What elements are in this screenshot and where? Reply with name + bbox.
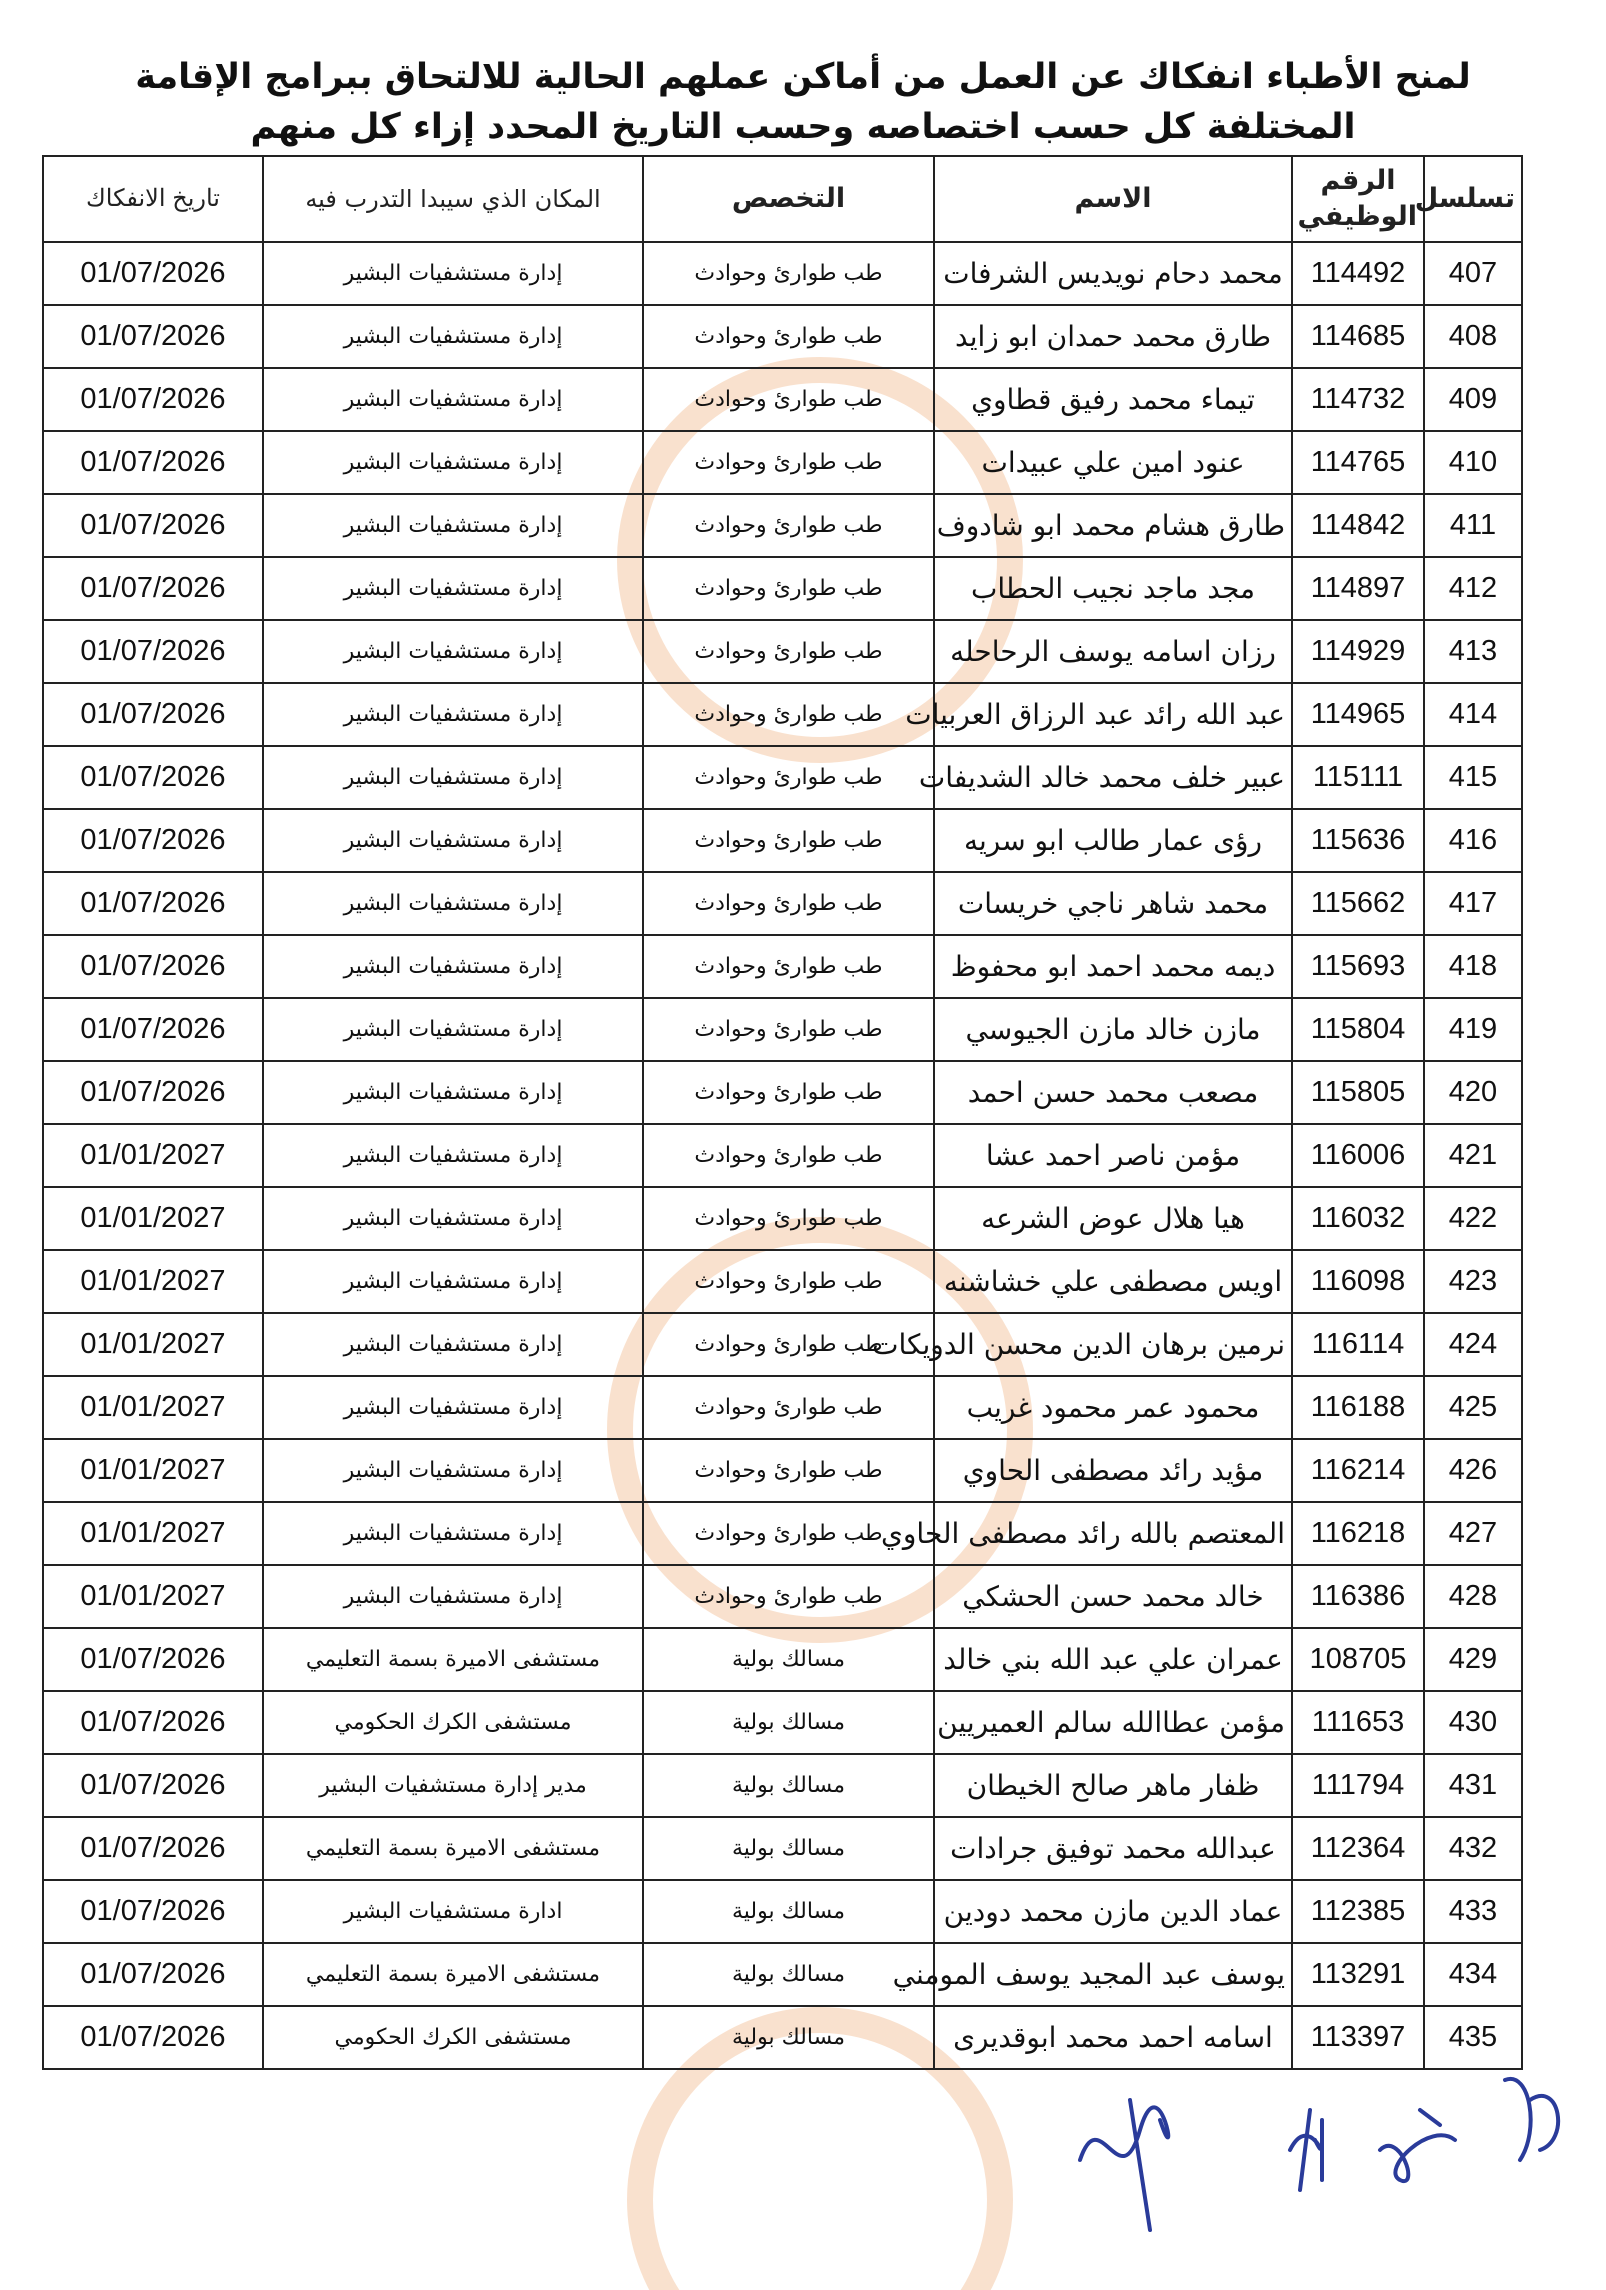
cell-employee-no: 115805 — [1292, 1061, 1424, 1124]
cell-name: اويس مصطفى علي خشاشنه — [934, 1250, 1292, 1313]
cell-employee-no: 114842 — [1292, 494, 1424, 557]
cell-specialty: طب طوارئ وحوادث — [643, 1565, 934, 1628]
cell-specialty: مسالك بولية — [643, 1880, 934, 1943]
header-specialty: التخصص — [643, 156, 934, 242]
table-row — [43, 1691, 1522, 1754]
cell-name: عمران علي عبد الله بني خالد — [934, 1628, 1292, 1691]
cell-seq: 414 — [1424, 683, 1522, 746]
table-row — [43, 1061, 1522, 1124]
cell-specialty: طب طوارئ وحوادث — [643, 1502, 934, 1565]
cell-specialty: طب طوارئ وحوادث — [643, 746, 934, 809]
table-row — [43, 1439, 1522, 1502]
cell-name: مازن خالد مازن الجيوسي — [934, 998, 1292, 1061]
cell-seq: 433 — [1424, 1880, 1522, 1943]
cell-name: خالد محمد حسن الحشكي — [934, 1565, 1292, 1628]
cell-training-place: إدارة مستشفيات البشير — [263, 935, 643, 998]
cell-training-place: إدارة مستشفيات البشير — [263, 1502, 643, 1565]
cell-release-date: 01/07/2026 — [43, 1691, 263, 1754]
cell-specialty: طب طوارئ وحوادث — [643, 494, 934, 557]
cell-name: تيماء محمد رفيق قطاوي — [934, 368, 1292, 431]
cell-employee-no: 114685 — [1292, 305, 1424, 368]
table-row — [43, 1628, 1522, 1691]
cell-specialty: طب طوارئ وحوادث — [643, 1250, 934, 1313]
cell-employee-no: 116218 — [1292, 1502, 1424, 1565]
cell-specialty: طب طوارئ وحوادث — [643, 620, 934, 683]
cell-specialty: مسالك بولية — [643, 1628, 934, 1691]
cell-release-date: 01/07/2026 — [43, 431, 263, 494]
cell-employee-no: 115804 — [1292, 998, 1424, 1061]
cell-name: مؤمن ناصر احمد عشا — [934, 1124, 1292, 1187]
table-row — [43, 494, 1522, 557]
cell-release-date: 01/07/2026 — [43, 1754, 263, 1817]
cell-seq: 434 — [1424, 1943, 1522, 2006]
cell-employee-no: 116386 — [1292, 1565, 1424, 1628]
cell-specialty: طب طوارئ وحوادث — [643, 872, 934, 935]
cell-training-place: إدارة مستشفيات البشير — [263, 431, 643, 494]
cell-training-place: مستشفى الكرك الحكومي — [263, 1691, 643, 1754]
cell-training-place: إدارة مستشفيات البشير — [263, 1250, 643, 1313]
cell-release-date: 01/07/2026 — [43, 557, 263, 620]
cell-employee-no: 111653 — [1292, 1691, 1424, 1754]
cell-employee-no: 114929 — [1292, 620, 1424, 683]
cell-release-date: 01/01/2027 — [43, 1502, 263, 1565]
cell-employee-no: 113397 — [1292, 2006, 1424, 2069]
cell-seq: 411 — [1424, 494, 1522, 557]
table-row — [43, 1754, 1522, 1817]
cell-training-place: إدارة مستشفيات البشير — [263, 305, 643, 368]
cell-seq: 423 — [1424, 1250, 1522, 1313]
table-row — [43, 872, 1522, 935]
cell-name: عماد الدين مازن محمد دودين — [934, 1880, 1292, 1943]
cell-employee-no: 114897 — [1292, 557, 1424, 620]
cell-seq: 417 — [1424, 872, 1522, 935]
cell-training-place: إدارة مستشفيات البشير — [263, 1124, 643, 1187]
cell-training-place: مستشفى الاميرة بسمة التعليمي — [263, 1817, 643, 1880]
table-header-row — [43, 156, 1522, 242]
cell-training-place: ادارة مستشفيات البشير — [263, 1880, 643, 1943]
cell-training-place: مستشفى الاميرة بسمة التعليمي — [263, 1628, 643, 1691]
cell-name: اسامه احمد محمد ابوقديرى — [934, 2006, 1292, 2069]
cell-seq: 413 — [1424, 620, 1522, 683]
cell-employee-no: 116214 — [1292, 1439, 1424, 1502]
table-row — [43, 683, 1522, 746]
cell-release-date: 01/07/2026 — [43, 1061, 263, 1124]
cell-training-place: إدارة مستشفيات البشير — [263, 683, 643, 746]
cell-specialty: طب طوارئ وحوادث — [643, 935, 934, 998]
cell-training-place: إدارة مستشفيات البشير — [263, 620, 643, 683]
cell-employee-no: 116188 — [1292, 1376, 1424, 1439]
header-name: الاسم — [934, 156, 1292, 242]
cell-training-place: إدارة مستشفيات البشير — [263, 1565, 643, 1628]
cell-release-date: 01/07/2026 — [43, 368, 263, 431]
cell-specialty: مسالك بولية — [643, 1943, 934, 2006]
cell-seq: 412 — [1424, 557, 1522, 620]
cell-seq: 430 — [1424, 1691, 1522, 1754]
cell-employee-no: 111794 — [1292, 1754, 1424, 1817]
cell-employee-no: 114732 — [1292, 368, 1424, 431]
cell-employee-no: 115662 — [1292, 872, 1424, 935]
cell-employee-no: 108705 — [1292, 1628, 1424, 1691]
cell-specialty: طب طوارئ وحوادث — [643, 1124, 934, 1187]
cell-release-date: 01/07/2026 — [43, 2006, 263, 2069]
cell-specialty: طب طوارئ وحوادث — [643, 683, 934, 746]
cell-specialty: طب طوارئ وحوادث — [643, 305, 934, 368]
cell-specialty: طب طوارئ وحوادث — [643, 557, 934, 620]
cell-specialty: مسالك بولية — [643, 1691, 934, 1754]
table-body — [43, 242, 1522, 2069]
cell-release-date: 01/01/2027 — [43, 1124, 263, 1187]
cell-name: محمد شاهر ناجي خريسات — [934, 872, 1292, 935]
cell-seq: 425 — [1424, 1376, 1522, 1439]
cell-specialty: طب طوارئ وحوادث — [643, 368, 934, 431]
cell-release-date: 01/07/2026 — [43, 872, 263, 935]
cell-seq: 407 — [1424, 242, 1522, 305]
table-row — [43, 1817, 1522, 1880]
cell-seq: 432 — [1424, 1817, 1522, 1880]
signatures-area — [1060, 2040, 1580, 2240]
cell-specialty: طب طوارئ وحوادث — [643, 1376, 934, 1439]
cell-release-date: 01/07/2026 — [43, 683, 263, 746]
cell-name: مؤمن عطاالله سالم العميريين — [934, 1691, 1292, 1754]
cell-training-place: إدارة مستشفيات البشير — [263, 242, 643, 305]
cell-seq: 415 — [1424, 746, 1522, 809]
cell-name: رؤى عمار طالب ابو سريه — [934, 809, 1292, 872]
cell-name: عنود امين علي عبيدات — [934, 431, 1292, 494]
cell-specialty: مسالك بولية — [643, 2006, 934, 2069]
signature-4 — [1505, 2079, 1558, 2160]
cell-release-date: 01/07/2026 — [43, 620, 263, 683]
signature-1 — [1080, 2100, 1168, 2230]
table-row — [43, 620, 1522, 683]
cell-name: ظفار ماهر صالح الخيطان — [934, 1754, 1292, 1817]
cell-specialty: طب طوارئ وحوادث — [643, 809, 934, 872]
cell-seq: 426 — [1424, 1439, 1522, 1502]
cell-specialty: طب طوارئ وحوادث — [643, 1313, 934, 1376]
table-row — [43, 305, 1522, 368]
cell-training-place: إدارة مستشفيات البشير — [263, 1376, 643, 1439]
header-release-date: تاريخ الانفكاك — [43, 156, 263, 242]
cell-name: طارق هشام محمد ابو شادوف — [934, 494, 1292, 557]
cell-training-place: إدارة مستشفيات البشير — [263, 494, 643, 557]
cell-specialty: طب طوارئ وحوادث — [643, 998, 934, 1061]
residency-release-table — [42, 155, 1523, 2070]
cell-seq: 418 — [1424, 935, 1522, 998]
cell-training-place: إدارة مستشفيات البشير — [263, 1187, 643, 1250]
cell-training-place: إدارة مستشفيات البشير — [263, 998, 643, 1061]
cell-training-place: إدارة مستشفيات البشير — [263, 368, 643, 431]
table-row — [43, 1187, 1522, 1250]
cell-seq: 410 — [1424, 431, 1522, 494]
cell-training-place: مدير إدارة مستشفيات البشير — [263, 1754, 643, 1817]
cell-seq: 408 — [1424, 305, 1522, 368]
cell-training-place: إدارة مستشفيات البشير — [263, 746, 643, 809]
header-seq: تسلسل — [1424, 156, 1522, 242]
cell-release-date: 01/01/2027 — [43, 1313, 263, 1376]
table-row — [43, 1943, 1522, 2006]
cell-release-date: 01/01/2027 — [43, 1439, 263, 1502]
cell-name: محمد دحام نويديس الشرفات — [934, 242, 1292, 305]
table-row — [43, 1880, 1522, 1943]
table-row — [43, 1313, 1522, 1376]
header-training-place: المكان الذي سيبدا التدرب فيه — [263, 156, 643, 242]
table-row — [43, 998, 1522, 1061]
cell-employee-no: 115636 — [1292, 809, 1424, 872]
cell-specialty: طب طوارئ وحوادث — [643, 1061, 934, 1124]
cell-specialty: طب طوارئ وحوادث — [643, 242, 934, 305]
cell-name: نرمين برهان الدين محسن الدويكات — [934, 1313, 1292, 1376]
cell-name: رزان اسامه يوسف الرحاحله — [934, 620, 1292, 683]
cell-specialty: مسالك بولية — [643, 1817, 934, 1880]
table-row — [43, 368, 1522, 431]
cell-seq: 428 — [1424, 1565, 1522, 1628]
cell-name: مصعب محمد حسن احمد — [934, 1061, 1292, 1124]
cell-release-date: 01/01/2027 — [43, 1376, 263, 1439]
cell-name: ديمه محمد احمد ابو محفوظ — [934, 935, 1292, 998]
cell-release-date: 01/07/2026 — [43, 809, 263, 872]
cell-name: طارق محمد حمدان ابو زايد — [934, 305, 1292, 368]
cell-release-date: 01/01/2027 — [43, 1250, 263, 1313]
cell-employee-no: 116006 — [1292, 1124, 1424, 1187]
cell-seq: 420 — [1424, 1061, 1522, 1124]
header-employee-no: الرقم الوظيفي — [1292, 156, 1424, 242]
cell-release-date: 01/07/2026 — [43, 1628, 263, 1691]
cell-training-place: إدارة مستشفيات البشير — [263, 872, 643, 935]
cell-release-date: 01/07/2026 — [43, 305, 263, 368]
cell-release-date: 01/01/2027 — [43, 1565, 263, 1628]
cell-release-date: 01/01/2027 — [43, 1187, 263, 1250]
cell-seq: 419 — [1424, 998, 1522, 1061]
table-row — [43, 431, 1522, 494]
cell-employee-no: 116032 — [1292, 1187, 1424, 1250]
cell-training-place: إدارة مستشفيات البشير — [263, 1313, 643, 1376]
cell-training-place: إدارة مستشفيات البشير — [263, 809, 643, 872]
cell-employee-no: 112385 — [1292, 1880, 1424, 1943]
cell-employee-no: 116114 — [1292, 1313, 1424, 1376]
cell-release-date: 01/07/2026 — [43, 1943, 263, 2006]
cell-seq: 427 — [1424, 1502, 1522, 1565]
cell-release-date: 01/07/2026 — [43, 494, 263, 557]
cell-training-place: مستشفى الاميرة بسمة التعليمي — [263, 1943, 643, 2006]
cell-name: عبير خلف محمد خالد الشديفات — [934, 746, 1292, 809]
table-row — [43, 1124, 1522, 1187]
cell-seq: 416 — [1424, 809, 1522, 872]
table-row — [43, 242, 1522, 305]
cell-release-date: 01/07/2026 — [43, 1880, 263, 1943]
signature-2 — [1290, 2110, 1322, 2190]
cell-specialty: طب طوارئ وحوادث — [643, 1439, 934, 1502]
cell-seq: 431 — [1424, 1754, 1522, 1817]
cell-seq: 429 — [1424, 1628, 1522, 1691]
cell-name: عبدالله محمد توفيق جرادات — [934, 1817, 1292, 1880]
cell-release-date: 01/07/2026 — [43, 1817, 263, 1880]
cell-employee-no: 114492 — [1292, 242, 1424, 305]
cell-seq: 424 — [1424, 1313, 1522, 1376]
table-row — [43, 746, 1522, 809]
cell-name: مؤيد رائد مصطفى الحاوي — [934, 1439, 1292, 1502]
cell-training-place: إدارة مستشفيات البشير — [263, 1061, 643, 1124]
cell-employee-no: 115111 — [1292, 746, 1424, 809]
cell-release-date: 01/07/2026 — [43, 746, 263, 809]
table-row — [43, 1565, 1522, 1628]
cell-name: المعتصم بالله رائد مصطفى الحاوي — [934, 1502, 1292, 1565]
cell-name: محمود عمر محمود غريب — [934, 1376, 1292, 1439]
table-row — [43, 809, 1522, 872]
cell-employee-no: 112364 — [1292, 1817, 1424, 1880]
cell-training-place: إدارة مستشفيات البشير — [263, 1439, 643, 1502]
table-row — [43, 557, 1522, 620]
cell-name: يوسف عبد المجيد يوسف المومني — [934, 1943, 1292, 2006]
cell-seq: 421 — [1424, 1124, 1522, 1187]
cell-employee-no: 113291 — [1292, 1943, 1424, 2006]
document-title: لمنح الأطباء انفكاك عن العمل من أماكن عملهم الحالية للالتحاق ببرامج الإقامة المختلفة كل حسب اختصاصه وحسب التاريخ المحدد إزاء كل منهم — [135, 57, 1471, 147]
cell-training-place: إدارة مستشفيات البشير — [263, 557, 643, 620]
table-row — [43, 935, 1522, 998]
cell-release-date: 01/07/2026 — [43, 935, 263, 998]
cell-release-date: 01/07/2026 — [43, 242, 263, 305]
table-row — [43, 1376, 1522, 1439]
cell-employee-no: 114965 — [1292, 683, 1424, 746]
table-row — [43, 1502, 1522, 1565]
cell-name: مجد ماجد نجيب الحطاب — [934, 557, 1292, 620]
cell-seq: 435 — [1424, 2006, 1522, 2069]
cell-seq: 422 — [1424, 1187, 1522, 1250]
cell-seq: 409 — [1424, 368, 1522, 431]
cell-specialty: طب طوارئ وحوادث — [643, 431, 934, 494]
cell-employee-no: 115693 — [1292, 935, 1424, 998]
cell-specialty: طب طوارئ وحوادث — [643, 1187, 934, 1250]
cell-release-date: 01/07/2026 — [43, 998, 263, 1061]
cell-name: عبد الله رائد عبد الرزاق العربيات — [934, 683, 1292, 746]
cell-name: هيا هلال عوض الشرعه — [934, 1187, 1292, 1250]
cell-employee-no: 116098 — [1292, 1250, 1424, 1313]
cell-specialty: مسالك بولية — [643, 1754, 934, 1817]
cell-employee-no: 114765 — [1292, 431, 1424, 494]
table-row — [43, 1250, 1522, 1313]
cell-training-place: مستشفى الكرك الحكومي — [263, 2006, 643, 2069]
signature-3 — [1380, 2110, 1455, 2181]
